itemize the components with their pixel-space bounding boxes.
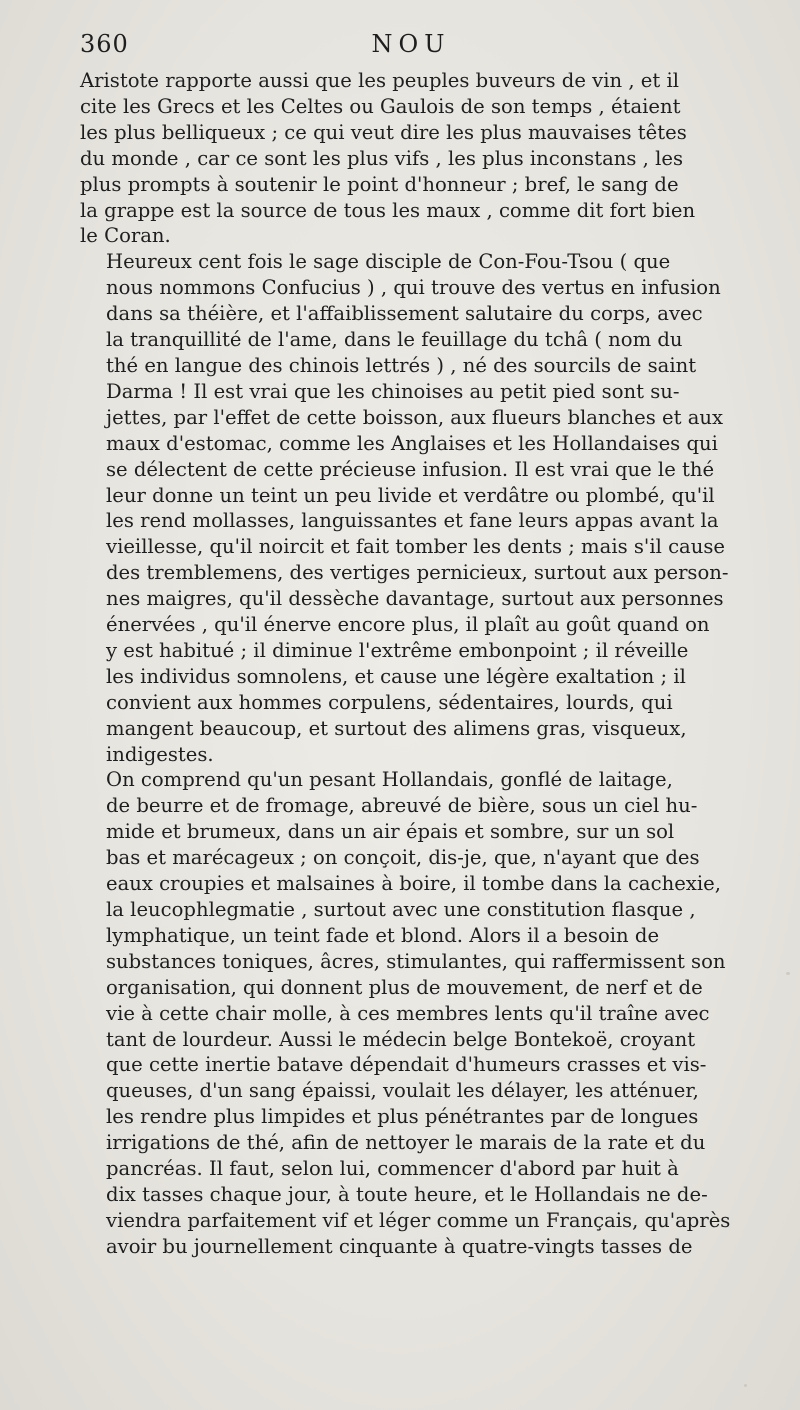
text-line: que cette inertie batave dépendait d'humeurs crasses et vis- — [106, 1053, 707, 1077]
text-line: la tranquillité de l'ame, dans le feuillage du tchâ ( nom du — [106, 328, 683, 352]
text-line: convient aux hommes corpulens, sédentaires, lourds, qui — [106, 690, 673, 714]
text-line: maux d'estomac, comme les Anglaises et les Hollandaises qui — [106, 431, 718, 455]
paragraph-3 — [80, 767, 742, 1259]
text-line: tant de lourdeur. Aussi le médecin belge Bontekoë, croyant — [106, 1027, 696, 1051]
text-line: pancréas. Il faut, selon lui, commencer d'abord par huit à — [106, 1157, 679, 1181]
text-line: jettes, par l'effet de cette boisson, aux flueurs blanches et aux — [106, 405, 724, 429]
text-line: leur donne un teint un peu livide et verdâtre ou plombé, qu'il — [106, 483, 715, 507]
page-number: 360 — [80, 30, 129, 58]
text-line: nous nommons Confucius ) , qui trouve des vertus en infusion — [106, 276, 721, 300]
body-text — [80, 68, 742, 1260]
text-line: y est habitué ; il diminue l'extrême embonpoint ; il réveille — [106, 638, 689, 662]
text-line: les individus somnolens, et cause une légère exaltation ; il — [106, 664, 686, 688]
running-head: NOU — [371, 30, 451, 58]
text-line: organisation, qui donnent plus de mouvement, de nerf et de — [106, 975, 703, 999]
text-line: le Coran. — [80, 224, 171, 248]
text-line: du monde , car ce sont les plus vifs , les plus inconstans , les — [80, 146, 684, 170]
text-line: de beurre et de fromage, abreuvé de bière, sous un ciel hu- — [106, 794, 698, 818]
page-header — [80, 30, 742, 64]
text-line: mide et brumeux, dans un air épais et sombre, sur un sol — [106, 820, 675, 844]
text-line: les plus belliqueux ; ce qui veut dire les plus mauvaises têtes — [80, 120, 687, 144]
paper-speck — [744, 1384, 747, 1387]
text-line: irrigations de thé, afin de nettoyer le marais de la rate et du — [106, 1131, 706, 1155]
text-line: thé en langue des chinois lettrés ) , né des sourcils de saint — [106, 353, 697, 377]
text-line: dans sa théière, et l'affaiblissement salutaire du corps, avec — [106, 302, 703, 326]
text-line: nes maigres, qu'il dessèche davantage, surtout aux personnes — [106, 587, 724, 611]
text-line: cite les Grecs et les Celtes ou Gaulois de son temps , étaient — [80, 94, 681, 118]
text-line: des tremblemens, des vertiges pernicieux, surtout aux person- — [106, 561, 729, 585]
text-line: les rend mollasses, languissantes et fane leurs appas avant la — [106, 509, 719, 533]
text-line: la leucophlegmatie , surtout avec une constitution flasque , — [106, 898, 696, 921]
text-line: les rendre plus limpides et plus pénétrantes par de longues — [106, 1105, 699, 1129]
text-line: dix tasses chaque jour, à toute heure, et le Hollandais ne de- — [106, 1182, 708, 1206]
paper-speck — [786, 972, 790, 975]
text-line: bas et marécageux ; on conçoit, dis-je, que, n'ayant que des — [106, 846, 700, 870]
text-line: vie à cette chair molle, à ces membres lents qu'il traîne avec — [106, 1001, 710, 1025]
text-line: plus prompts à soutenir le point d'honneur ; bref, le sang de — [80, 172, 679, 196]
paragraph-1 — [80, 68, 742, 249]
text-line: avoir bu journellement cinquante à quatre-vingts tasses de — [106, 1234, 693, 1258]
text-line: Heureux cent fois le sage disciple de Con-Fou-Tsou ( que — [106, 250, 671, 274]
text-line: mangent beaucoup, et surtout des alimens gras, visqueux, — [106, 716, 687, 740]
text-line: énervées , qu'il énerve encore plus, il plaît au goût quand on — [106, 613, 710, 637]
text-line: Darma ! Il est vrai que les chinoises au petit pied sont su- — [106, 379, 680, 403]
text-line: viendra parfaitement vif et léger comme un Français, qu'après — [106, 1208, 731, 1232]
paragraph-2 — [80, 249, 742, 767]
text-line: On comprend qu'un pesant Hollandais, gonflé de laitage, — [106, 768, 673, 792]
text-line: vieillesse, qu'il noircit et fait tomber les dents ; mais s'il cause — [106, 535, 726, 559]
text-line: la grappe est la source de tous les maux , comme dit fort bien — [80, 198, 696, 222]
text-line: se délectent de cette précieuse infusion. Il est vrai que le thé — [106, 457, 715, 481]
text-line: substances toniques, âcres, stimulantes, qui raffermissent son — [106, 949, 726, 973]
text-line: lymphatique, un teint fade et blond. Alors il a besoin de — [106, 923, 660, 947]
text-line: queuses, d'un sang épaissi, voulait les délayer, les atténuer, — [106, 1079, 699, 1103]
text-line: Aristote rapporte aussi que les peuples buveurs de vin , et il — [80, 69, 680, 92]
text-line: eaux croupies et malsaines à boire, il tombe dans la cachexie, — [106, 872, 721, 896]
text-line: indigestes. — [106, 742, 214, 766]
